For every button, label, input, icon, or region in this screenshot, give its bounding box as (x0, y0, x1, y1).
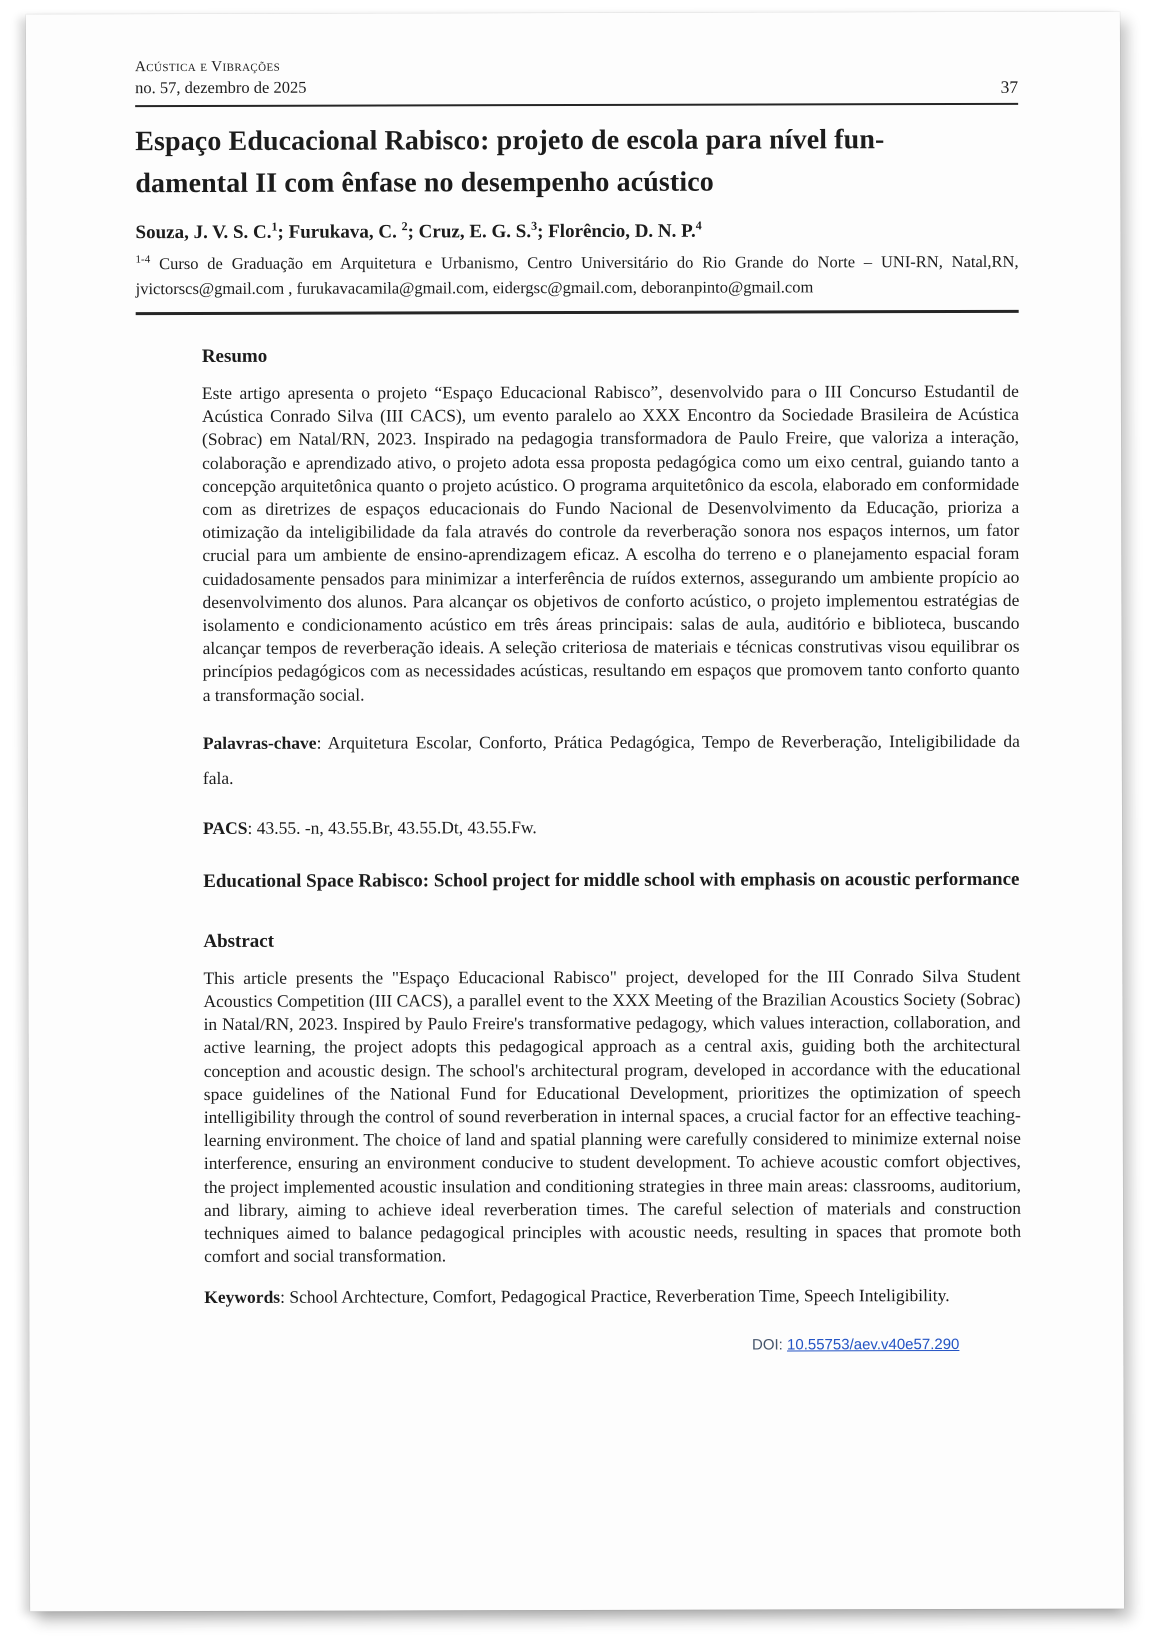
english-title: Educational Space Rabisco: School project for middle school with emphasis on acoustic performance (203, 868, 1020, 892)
abstract-column (202, 343, 1022, 1358)
keywords-value: : School Archtecture, Comfort, Pedagogical Practice, Reverberation Time, Speech Inteligibility. (280, 1285, 950, 1308)
issue-line: no. 57, dezembro de 2025 (135, 77, 307, 98)
abstract-heading: Abstract (203, 930, 275, 952)
palavras-chave-label: Palavras-chave (202, 732, 317, 753)
pacs-label: PACS (203, 817, 248, 838)
author-name: Cruz, E. G. S. (418, 221, 532, 243)
header-rule (135, 103, 1018, 107)
palavras-chave-line (203, 724, 1020, 796)
author-superscript: 2 (401, 219, 408, 234)
masthead-left (135, 58, 306, 99)
author-name: Souza, J. V. S. C. (135, 221, 272, 244)
author-separator: ; (277, 221, 289, 243)
author-superscript: 3 (531, 218, 538, 233)
author-name: Furukava, C. (288, 221, 402, 243)
article-title-line2: damental II com ênfase no desempenho acústico (135, 166, 714, 200)
doi-link[interactable]: 10.55753/aev.v40e57.290 (786, 1336, 960, 1354)
affiliation-text: Curso de Graduação em Arquitetura e Urbanismo, Centro Universitário do Rio Grande do Norte – UNI-RN, Natal,RN, jvictorscs@gmail.com , furukavacamila@gmail.com, eidergsc@gmail.com, deboranpinto@gmail.com (135, 251, 1019, 299)
abstract-body: This article presents the "Espaço Educacional Rabisco" project, developed for the III Conrado Silva Student Acoustics Competition (III CACS), a parallel event to the XXX Meeting of the Brazilian Acoustics Society (Sobrac) in Natal/RN, 2023. Inspired by Paulo Freire's transformative pedagogy, which values interaction, collaboration, and active learning, the project adopts this pedagogical approach as a central axis, guiding both the architectural conception and acoustic design. The school's architectural program, developed in accordance with the educational space guidelines of the National Fund for Educational Development, prioritizes the optimization of speech intelligibility through the control of sound reverberation in internal spaces, a crucial factor for an effective teaching-learning environment. The choice of land and spatial planning were carefully considered to minimize external noise interference, ensuring an environment conducive to student development. To achieve acoustic comfort objectives, the project implemented acoustic insulation and conditioning strategies in three main areas: classrooms, auditorium, and library, aiming to achieve ideal reverberation times. The careful selection of materials and construction techniques aimed to balance pedagogical principles with acoustic needs, resulting in spaces that promote both comfort and social transformation. (203, 965, 1022, 1267)
pacs-value: : 43.55. -n, 43.55.Br, 43.55.Dt, 43.55.Fw. (247, 816, 537, 838)
author-separator: ; (537, 221, 549, 243)
affiliation-superscript: 1-4 (135, 253, 151, 266)
keywords-label: Keywords (204, 1287, 281, 1308)
doi-row (204, 1335, 1021, 1357)
keywords-line (204, 1282, 1021, 1310)
journal-masthead (135, 56, 1018, 99)
article-title (135, 119, 1018, 205)
author-separator: ; (407, 221, 419, 243)
affiliation-line (136, 249, 1019, 301)
article-title-line1: Espaço Educacional Rabisco: projeto de escola para nível fun- (135, 124, 885, 158)
author-name: Florêncio, D. N. P. (548, 220, 696, 243)
resumo-body: Este artigo apresenta o projeto “Espaço Educacional Rabisco”, desenvolvido para o III Concurso Estudantil de Acústica Conrado Silva (III CACS), um evento paralelo ao XXX Encontro da Sociedade Brasileira de Acústica (Sobrac) em Natal/RN, 2023. Inspirado na pedagogia transformadora de Paulo Freire, que valoriza a interação, colaboração e aprendizado ativo, o projeto adota essa proposta pedagógica como um eixo central, guiando tanto a concepção arquitetônica quanto o projeto acústico. O programa arquitetônico da escola, elaborado em conformidade com as diretrizes de espaços educacionais do Fundo Nacional de Desenvolvimento da Educação, prioriza a otimização da inteligibilidade da fala através do controle da reverberação sonora nos espaços internos, um fator crucial para um ambiente de ensino-aprendizagem eficaz. A escolha do terreno e o planejamento espacial foram cuidadosamente pensados para minimizar a interferência de ruídos externos, assegurando um ambiente propício ao desenvolvimento dos alunos. Para alcançar os objetivos de conforto acústico, o projeto implementou estratégias de isolamento e condicionamento acústico em três áreas principais: salas de aula, auditório e biblioteca, buscando alcançar tempos de reverberação ideais. A seleção criteriosa de materiais e técnicas construtivas visou equilibrar os princípios pedagógicos com as necessidades acústicas, resultando em espaços que promovem tanto conforto quanto a transformação social. (201, 380, 1020, 705)
doi-label: DOI: (751, 1336, 783, 1355)
affiliation-rule (136, 310, 1019, 315)
author-superscript: 4 (695, 218, 702, 233)
author-superscript: 1 (271, 219, 278, 234)
authors-line (135, 219, 1018, 245)
pacs-line (203, 814, 1020, 840)
journal-title: Acústica e Vibrações (135, 58, 281, 76)
resumo-heading: Resumo (201, 345, 268, 367)
page-number: 37 (1000, 76, 1019, 97)
document-page (26, 12, 1124, 1612)
palavras-chave-value: : Arquitetura Escolar, Conforto, Prática Pedagógica, Tempo de Reverberação, Inteligibilidade da fala. (202, 730, 1020, 788)
